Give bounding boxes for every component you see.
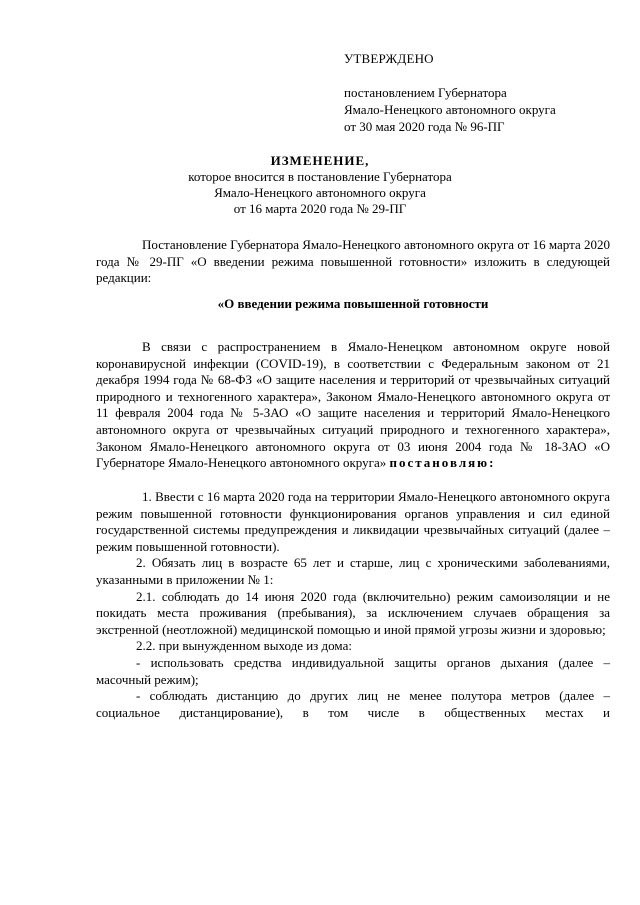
heading-line-2: Ямало-Ненецкого автономного округа xyxy=(214,185,426,200)
preamble-text: В связи с распространением в Ямало-Ненецком автономном округе новой коронавирусной инфекции (COVID-19), в соответствии с Федеральным законом от 21 декабря 1994 года № 68-ФЗ «О защите населения и территорий от чрезвычайных ситуаций природного и техногенного характера», Законом Ямало-Ненецкого автономного округа от 11 февраля 2004 года № 5-ЗАО «О защите населения и территорий Ямало-Ненецкого автономного округа от чрезвычайных ситуаций природного и техногенного характера», Законом Ямало-Ненецкого автономного округа от 03 июня 2004 года № 18-ЗАО «О Губернаторе Ямало-Ненецкого автономного округа» xyxy=(96,339,610,471)
new-decree-title: «О введении режима повышенной готовности xyxy=(217,296,489,311)
heading-line-1: которое вносится в постановление Губернатора xyxy=(188,169,452,184)
preamble-paragraph xyxy=(96,339,610,472)
preamble-section xyxy=(96,339,610,472)
items-section xyxy=(96,489,610,721)
approval-line-2: Ямало-Ненецкого автономного округа xyxy=(344,102,556,117)
decree-word: постановляю: xyxy=(389,455,496,471)
item-2: 2. Обязать лиц в возрасте 65 лет и старше, лиц с хроническими заболеваниями, указанными в приложении № 1: xyxy=(96,555,610,587)
approval-line-1: постановлением Губернатора xyxy=(344,85,507,100)
approval-line-3: от 30 мая 2020 года № 96-ПГ xyxy=(344,119,505,134)
approval-stamp xyxy=(344,50,624,135)
intro-section xyxy=(96,237,610,287)
item-2-2: 2.2. при вынужденном выходе из дома: xyxy=(136,638,352,654)
item-2-1: 2.1. соблюдать до 14 июня 2020 года (включительно) режим самоизоляции и не покидать места проживания (пребывания), за исключением случаев обращения за экстренной (неотложной) медицинской помощью и иной прямой угрозы жизни и здоровью; xyxy=(96,588,610,637)
item-2-2-a: - использовать средства индивидуальной защиты органов дыхания (далее – масочный режим); xyxy=(96,654,610,687)
intro-paragraph: Постановление Губернатора Ямало-Ненецкого автономного округа от 16 марта 2020 года № 29-ПГ «О введении режима повышенной готовности» изложить в следующей редакции: xyxy=(96,237,610,286)
approval-title: УТВЕРЖДЕНО xyxy=(344,51,434,66)
document-type: ИЗМЕНЕНИЕ, xyxy=(270,153,370,168)
item-1: 1. Ввести с 16 марта 2020 года на территории Ямало-Ненецкого автономного округа режим повышенной готовности функционирования органов управления и сил единой государственной системы предупреждения и ликвидации чрезвычайных ситуаций (далее – режим повышенной готовности). xyxy=(96,489,610,554)
new-title-section xyxy=(96,296,610,313)
item-2-2-b: - соблюдать дистанцию до других лиц не менее полутора метров (далее – социальное дистанцирование), в том числе в общественных местах и xyxy=(96,688,610,720)
heading-line-3: от 16 марта 2020 года № 29-ПГ xyxy=(233,201,407,216)
document-heading xyxy=(96,152,544,217)
